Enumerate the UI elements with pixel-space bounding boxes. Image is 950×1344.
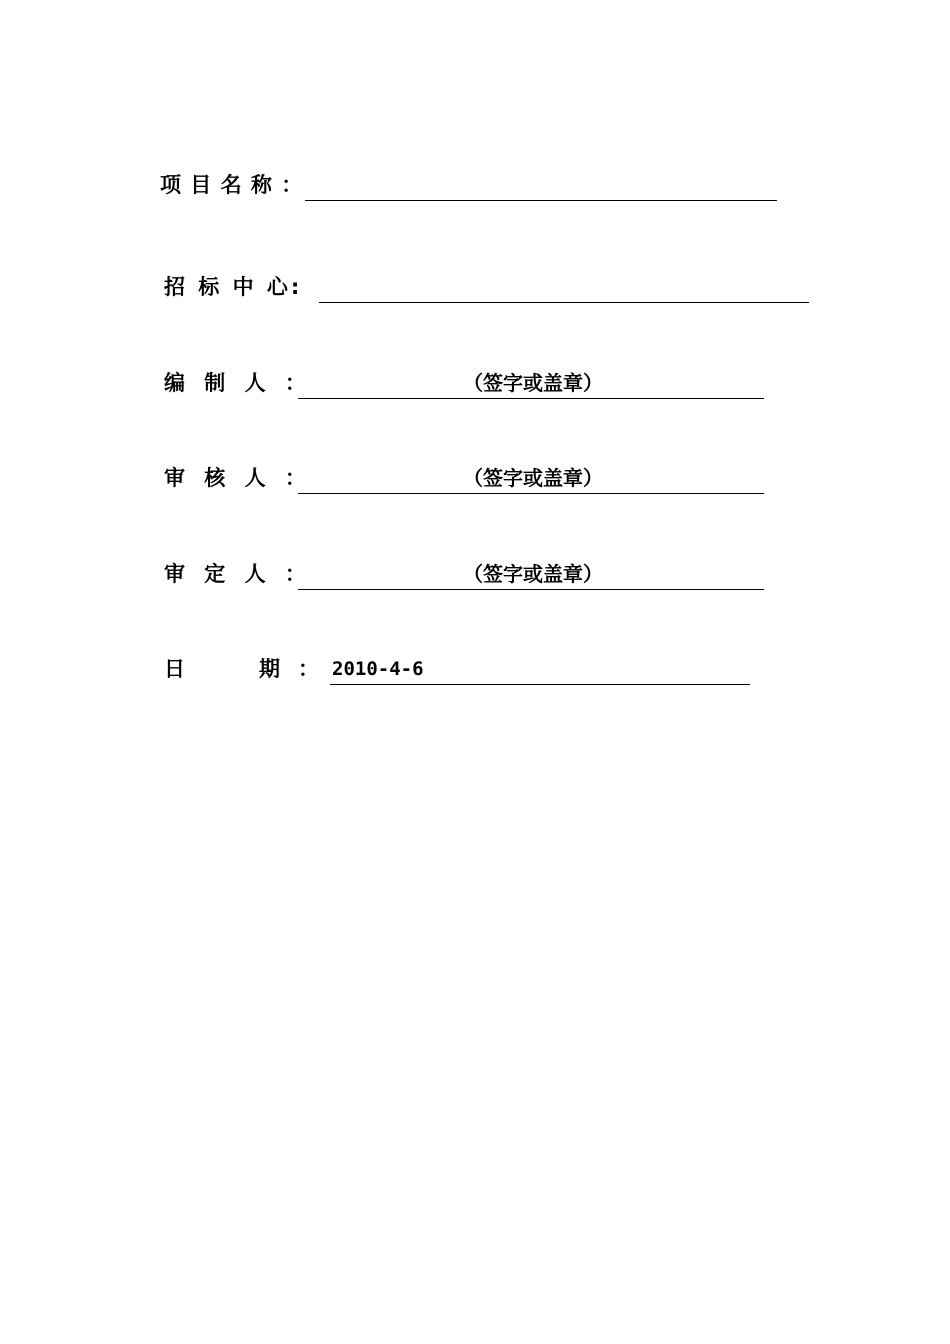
date-field[interactable] [330, 654, 750, 685]
approver-row [0, 559, 950, 599]
bidding-center-field[interactable] [319, 272, 809, 303]
date-value: 2010-4-6 [332, 658, 424, 680]
date-row [0, 654, 950, 694]
compiler-signature-note: （签字或盖章） [463, 371, 603, 395]
reviewer-signature-note: （签字或盖章） [463, 466, 603, 490]
compiler-label: 编 制 人 ： [164, 371, 312, 395]
project-name-field[interactable] [305, 170, 777, 201]
bidding-center-label: 招 标 中 心: [164, 275, 303, 299]
date-label-right: 期 [259, 657, 280, 681]
project-name-label: 项 目 名 称 ： [160, 173, 304, 197]
reviewer-label: 审 核 人 ： [164, 466, 312, 490]
approver-signature-field[interactable] [298, 559, 764, 590]
approver-signature-note: （签字或盖章） [463, 562, 603, 586]
compiler-row [0, 368, 950, 408]
reviewer-row [0, 463, 950, 503]
compiler-signature-field[interactable] [298, 368, 764, 399]
date-label-left: 日 [164, 657, 185, 681]
reviewer-signature-field[interactable] [298, 463, 764, 494]
project-name-row [0, 170, 950, 210]
bidding-center-row [0, 272, 950, 312]
date-colon: ： [298, 657, 319, 681]
approver-label: 审 定 人 ： [164, 562, 312, 586]
